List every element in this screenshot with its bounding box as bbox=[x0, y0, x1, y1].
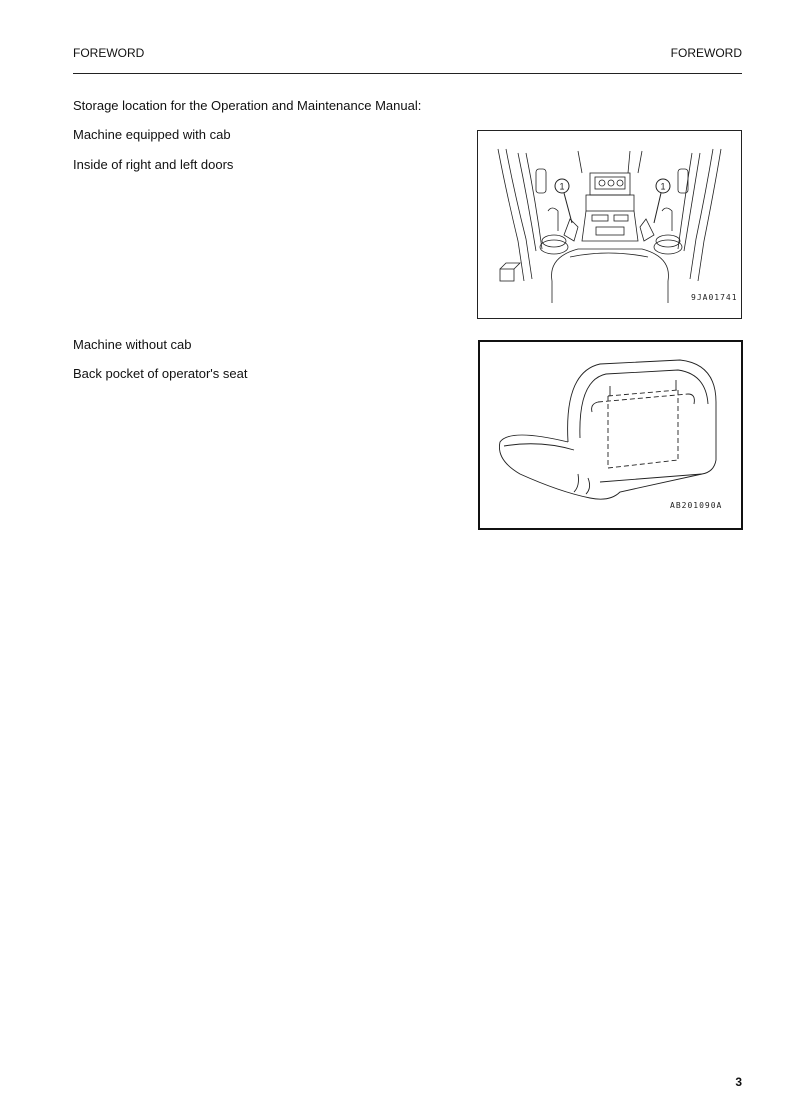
cab-interior-illustration bbox=[478, 131, 741, 318]
running-header-right: FOREWORD bbox=[670, 46, 742, 60]
no-cab-storage-location: Back pocket of operator's seat bbox=[73, 366, 248, 381]
callout-left-label: 1 bbox=[559, 181, 565, 192]
seat-figure-code: AB201090A bbox=[670, 501, 723, 510]
running-header-left: FOREWORD bbox=[73, 46, 145, 60]
cab-storage-location: Inside of right and left doors bbox=[73, 157, 234, 172]
cab-interior-figure bbox=[477, 130, 742, 319]
intro-text: Storage location for the Operation and Maintenance Manual: bbox=[73, 98, 422, 113]
seat-back-figure bbox=[478, 340, 743, 530]
no-cab-section-title: Machine without cab bbox=[73, 337, 192, 352]
cab-section-title: Machine equipped with cab bbox=[73, 127, 231, 142]
callout-right-label: 1 bbox=[660, 181, 666, 192]
header-rule bbox=[73, 73, 742, 74]
page-number: 3 bbox=[735, 1075, 742, 1089]
cab-figure-code: 9JA01741 bbox=[691, 293, 738, 302]
